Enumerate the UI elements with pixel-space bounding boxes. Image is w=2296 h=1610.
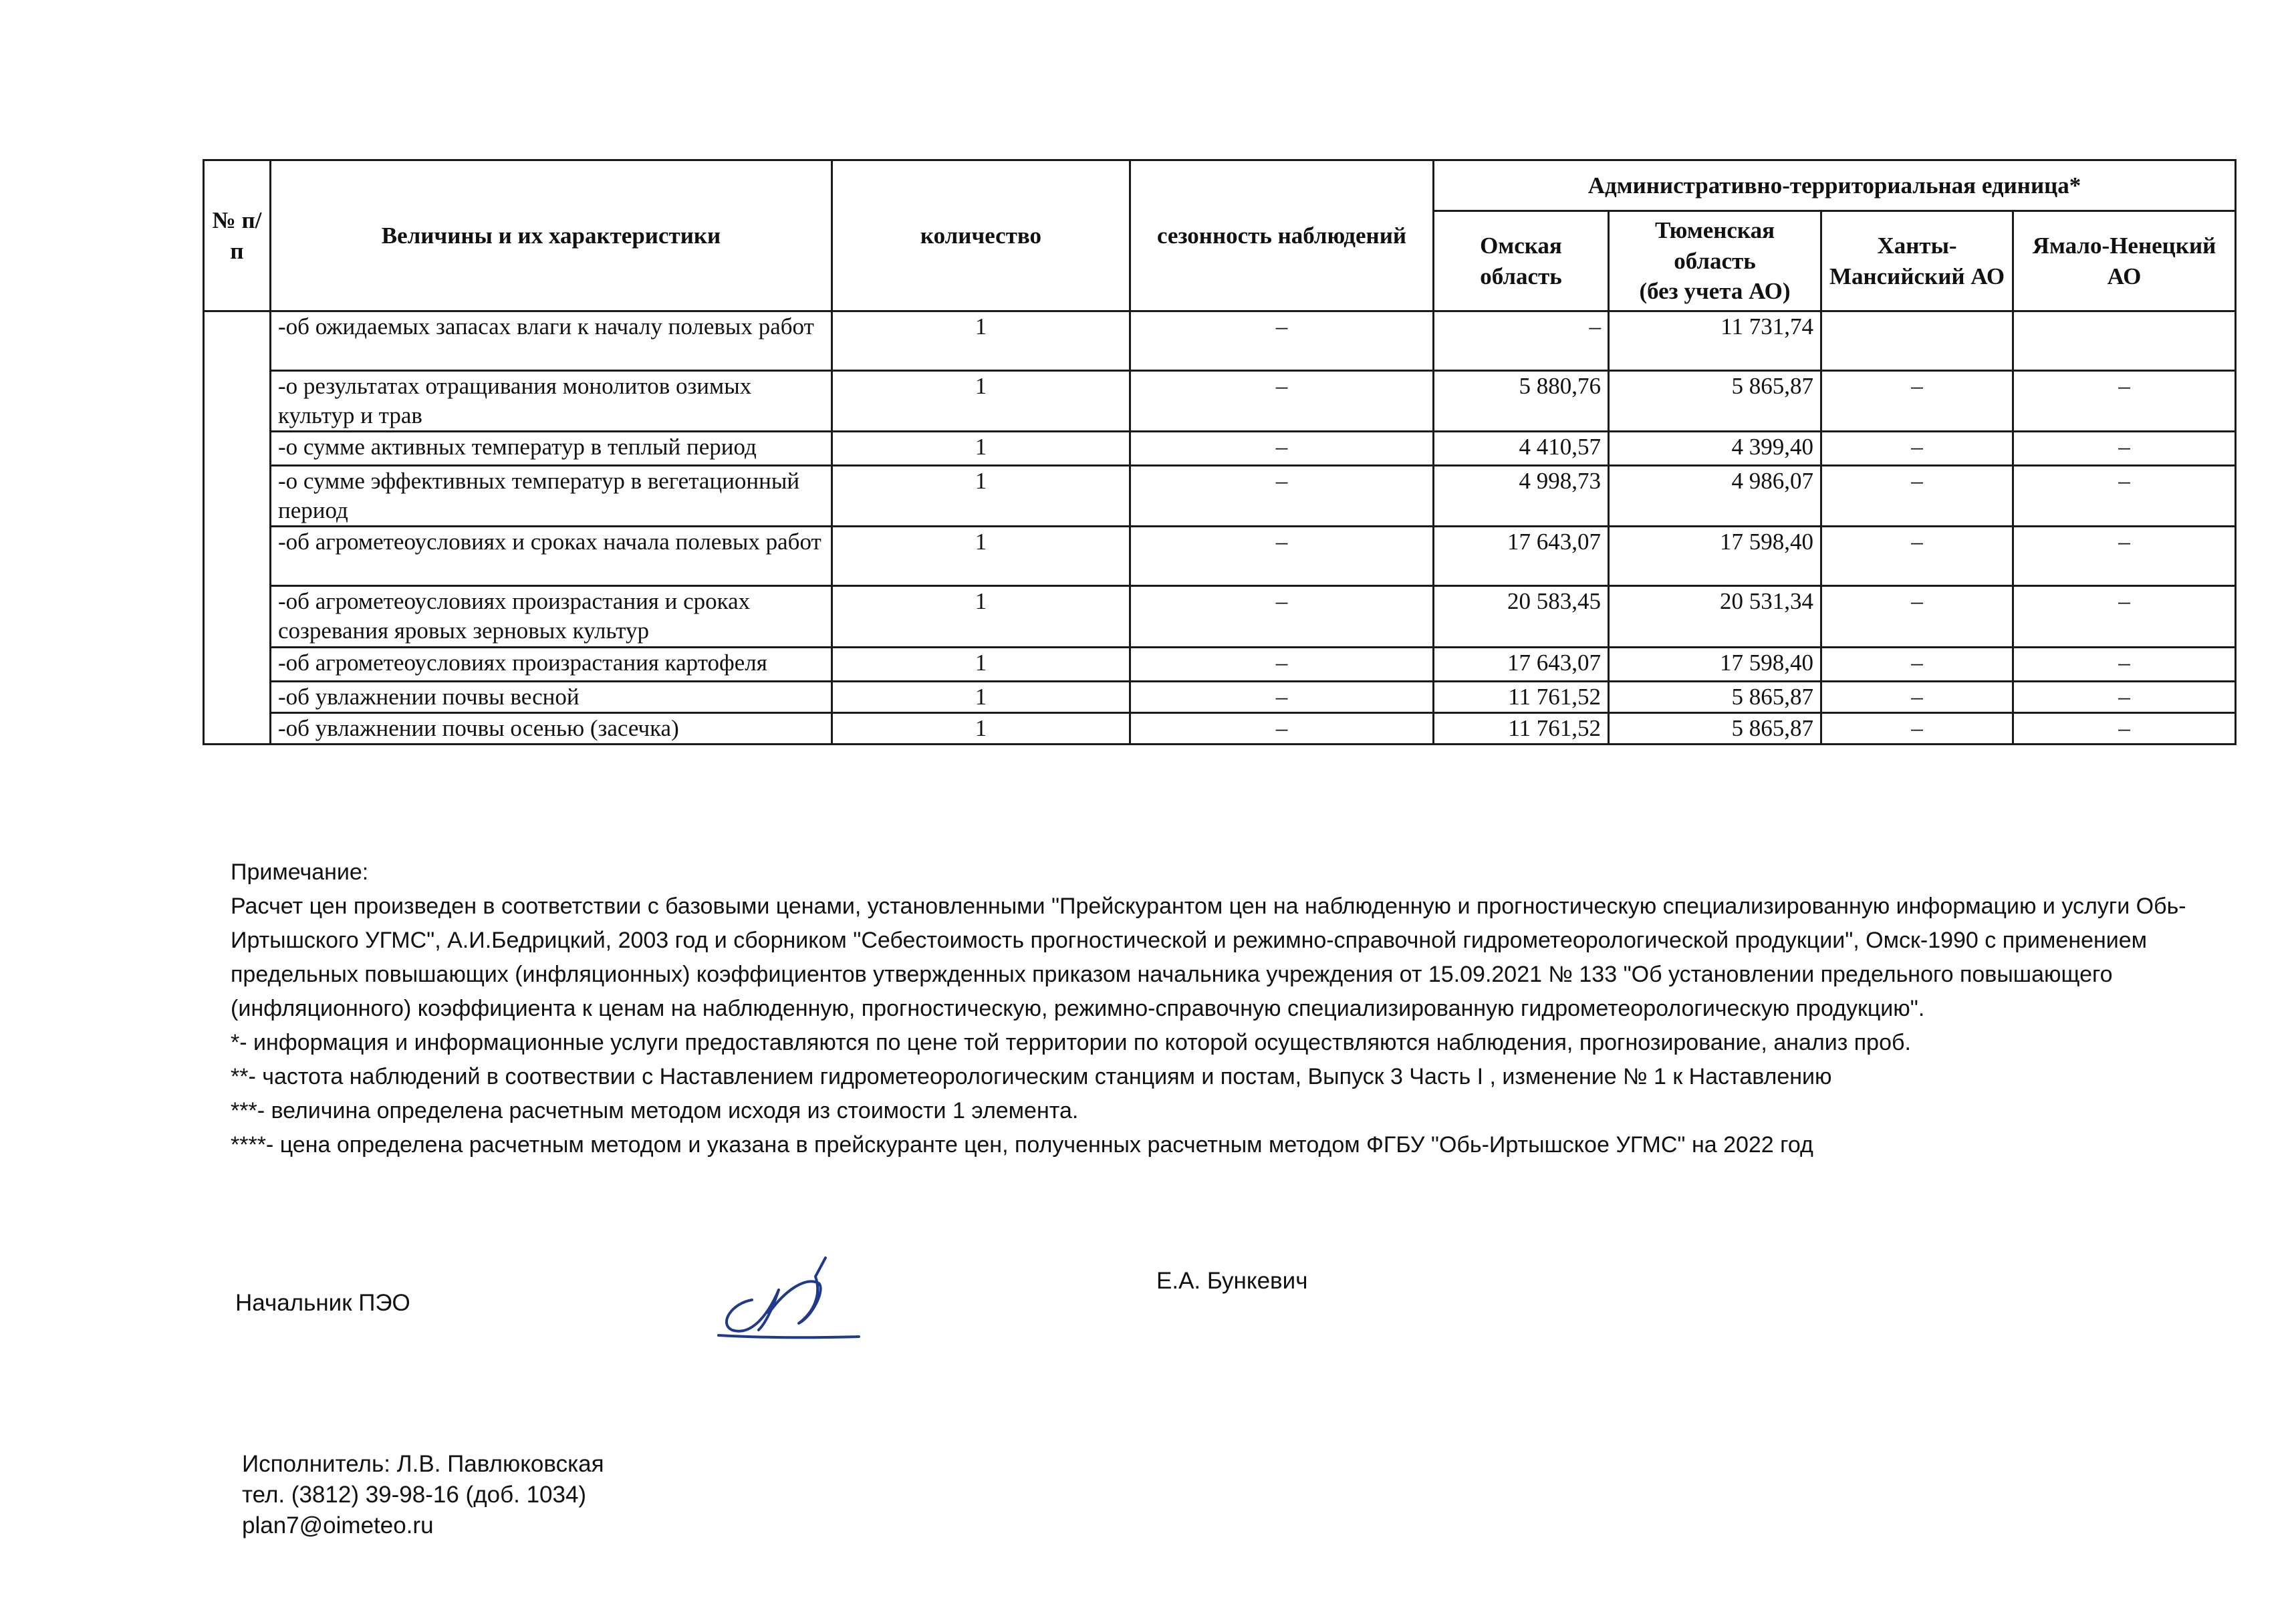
header-khanty: Ханты-Мансийский АО bbox=[1821, 211, 2013, 311]
header-omsk: Омская область bbox=[1434, 211, 1609, 311]
notes-title: Примечание: bbox=[231, 859, 369, 885]
table-row bbox=[204, 647, 2236, 681]
row-omsk: 11 761,52 bbox=[1434, 712, 1609, 744]
row-yamalo bbox=[2013, 311, 2236, 371]
note-star-1: *- информация и информационные услуги предоставляются по цене той территории по которой осуществляются наблюдения, прогнозирование, анализ проб. bbox=[231, 1030, 1911, 1055]
row-omsk: 5 880,76 bbox=[1434, 371, 1609, 432]
signature-mark bbox=[705, 1250, 866, 1343]
table-row bbox=[204, 371, 2236, 432]
row-yamalo: – bbox=[2013, 681, 2236, 712]
row-tyumen: 4 399,40 bbox=[1609, 432, 1821, 466]
header-tyumen-line1: Тюменская область bbox=[1654, 217, 1775, 274]
signer-position: Начальник ПЭО bbox=[235, 1290, 410, 1316]
row-qty: 1 bbox=[832, 371, 1130, 432]
header-seasonality: сезонность наблюдений bbox=[1130, 160, 1434, 311]
row-qty: 1 bbox=[832, 466, 1130, 527]
row-tyumen: 5 865,87 bbox=[1609, 371, 1821, 432]
table-row bbox=[204, 527, 2236, 586]
notes-main: Расчет цен произведен в соответствии с базовыми ценами, установленными "Прейскурантом цен на наблюденную и прогностическую специализированную информацию и услуги Обь-Иртышского УГМС", А.И.Бедрицкий, 2003 год и сборником "Себестоимость прогностической и режимно-справочной гидрометеорологической продукции", Омск-1990 с применением предельных повышающих (инфляционных) коэффициентов утвержденных приказом начальника учреждения от 15.09.2021 № 133 "Об установлении предельного повышающего (инфляционного) коэффициента к ценам на наблюденную, прогностическую, режимно-справочную специализированную гидрометеорологическую продукцию". bbox=[231, 894, 2186, 1021]
row-name: -об увлажнении почвы весной bbox=[271, 681, 832, 712]
row-tyumen: 17 598,40 bbox=[1609, 647, 1821, 681]
header-tyumen bbox=[1609, 211, 1821, 311]
table-row bbox=[204, 681, 2236, 712]
row-khanty: – bbox=[1821, 432, 2013, 466]
row-omsk: 4 998,73 bbox=[1434, 466, 1609, 527]
header-characteristics: Величины и их характеристики bbox=[271, 160, 832, 311]
row-name: -о сумме активных температур в теплый период bbox=[271, 432, 832, 466]
row-season: – bbox=[1130, 681, 1434, 712]
header-num: № п/п bbox=[204, 160, 271, 311]
table-row bbox=[204, 432, 2236, 466]
row-khanty: – bbox=[1821, 466, 2013, 527]
row-tyumen: 20 531,34 bbox=[1609, 586, 1821, 647]
row-name: -о сумме эффективных температур в вегетационный период bbox=[271, 466, 832, 527]
row-qty: 1 bbox=[832, 712, 1130, 744]
row-yamalo: – bbox=[2013, 647, 2236, 681]
row-qty: 1 bbox=[832, 586, 1130, 647]
row-qty: 1 bbox=[832, 311, 1130, 371]
row-tyumen: 17 598,40 bbox=[1609, 527, 1821, 586]
row-omsk: 11 761,52 bbox=[1434, 681, 1609, 712]
row-khanty: – bbox=[1821, 527, 2013, 586]
row-omsk: 17 643,07 bbox=[1434, 527, 1609, 586]
row-khanty: – bbox=[1821, 712, 2013, 744]
row-omsk: 20 583,45 bbox=[1434, 586, 1609, 647]
executor-phone: тел. (3812) 39-98-16 (доб. 1034) bbox=[242, 1482, 587, 1508]
row-tyumen: 11 731,74 bbox=[1609, 311, 1821, 371]
row-tyumen: 4 986,07 bbox=[1609, 466, 1821, 527]
row-khanty: – bbox=[1821, 371, 2013, 432]
row-season: – bbox=[1130, 712, 1434, 744]
table-row bbox=[204, 311, 2236, 371]
row-khanty: – bbox=[1821, 647, 2013, 681]
row-omsk: – bbox=[1434, 311, 1609, 371]
note-star-2: **- частота наблюдений в соотвествии с Наставлением гидрометеорологическим станциям и постам, Выпуск 3 Часть I , изменение № 1 к Наставлению bbox=[231, 1064, 1832, 1089]
row-khanty: – bbox=[1821, 681, 2013, 712]
row-yamalo: – bbox=[2013, 712, 2236, 744]
row-tyumen: 5 865,87 bbox=[1609, 681, 1821, 712]
table-row bbox=[204, 466, 2236, 527]
row-qty: 1 bbox=[832, 647, 1130, 681]
row-qty: 1 bbox=[832, 432, 1130, 466]
row-khanty: – bbox=[1821, 586, 2013, 647]
row-yamalo: – bbox=[2013, 371, 2236, 432]
row-tyumen: 5 865,87 bbox=[1609, 712, 1821, 744]
row-yamalo: – bbox=[2013, 432, 2236, 466]
row-name: -об агрометеоусловиях произрастания картофеля bbox=[271, 647, 832, 681]
row-season: – bbox=[1130, 647, 1434, 681]
row-season: – bbox=[1130, 311, 1434, 371]
row-name: -об увлажнении почвы осенью (засечка) bbox=[271, 712, 832, 744]
row-season: – bbox=[1130, 432, 1434, 466]
row-name: -об агрометеоусловиях и сроках начала полевых работ bbox=[271, 527, 832, 586]
signer-name: Е.А. Бункевич bbox=[1156, 1268, 1308, 1294]
row-yamalo: – bbox=[2013, 466, 2236, 527]
header-quantity: количество bbox=[832, 160, 1130, 311]
row-yamalo: – bbox=[2013, 527, 2236, 586]
row-season: – bbox=[1130, 371, 1434, 432]
note-star-3: ***- величина определена расчетным методом исходя из стоимости 1 элемента. bbox=[231, 1098, 1079, 1123]
row-name: -об агрометеоусловиях произрастания и сроках созревания яровых зерновых культур bbox=[271, 586, 832, 647]
row-name: -об ожидаемых запасах влаги к началу полевых работ bbox=[271, 311, 832, 371]
row-season: – bbox=[1130, 586, 1434, 647]
row-omsk: 4 410,57 bbox=[1434, 432, 1609, 466]
table-row bbox=[204, 586, 2236, 647]
row-omsk: 17 643,07 bbox=[1434, 647, 1609, 681]
executor-block bbox=[242, 1449, 604, 1542]
row-num-cell bbox=[204, 311, 271, 745]
row-name: -о результатах отращивания монолитов озимых культур и трав bbox=[271, 371, 832, 432]
price-table bbox=[203, 159, 2237, 745]
header-tyumen-line2: (без учета АО) bbox=[1639, 278, 1791, 305]
row-season: – bbox=[1130, 466, 1434, 527]
notes-section bbox=[231, 855, 2229, 1162]
row-qty: 1 bbox=[832, 527, 1130, 586]
row-yamalo: – bbox=[2013, 586, 2236, 647]
row-khanty bbox=[1821, 311, 2013, 371]
note-star-4: ****- цена определена расчетным методом и указана в прейскуранте цен, полученных расчетным методом ФГБУ "Обь-Иртышское УГМС" на 2022 год bbox=[231, 1132, 1813, 1158]
row-season: – bbox=[1130, 527, 1434, 586]
header-admin-unit: Административно-территориальная единица* bbox=[1434, 160, 2236, 211]
executor-name: Исполнитель: Л.В. Павлюковская bbox=[242, 1451, 604, 1477]
table-row bbox=[204, 712, 2236, 744]
row-qty: 1 bbox=[832, 681, 1130, 712]
executor-email: plan7@oimeteo.ru bbox=[242, 1512, 434, 1539]
header-yamalo: Ямало-Ненецкий АО bbox=[2013, 211, 2236, 311]
